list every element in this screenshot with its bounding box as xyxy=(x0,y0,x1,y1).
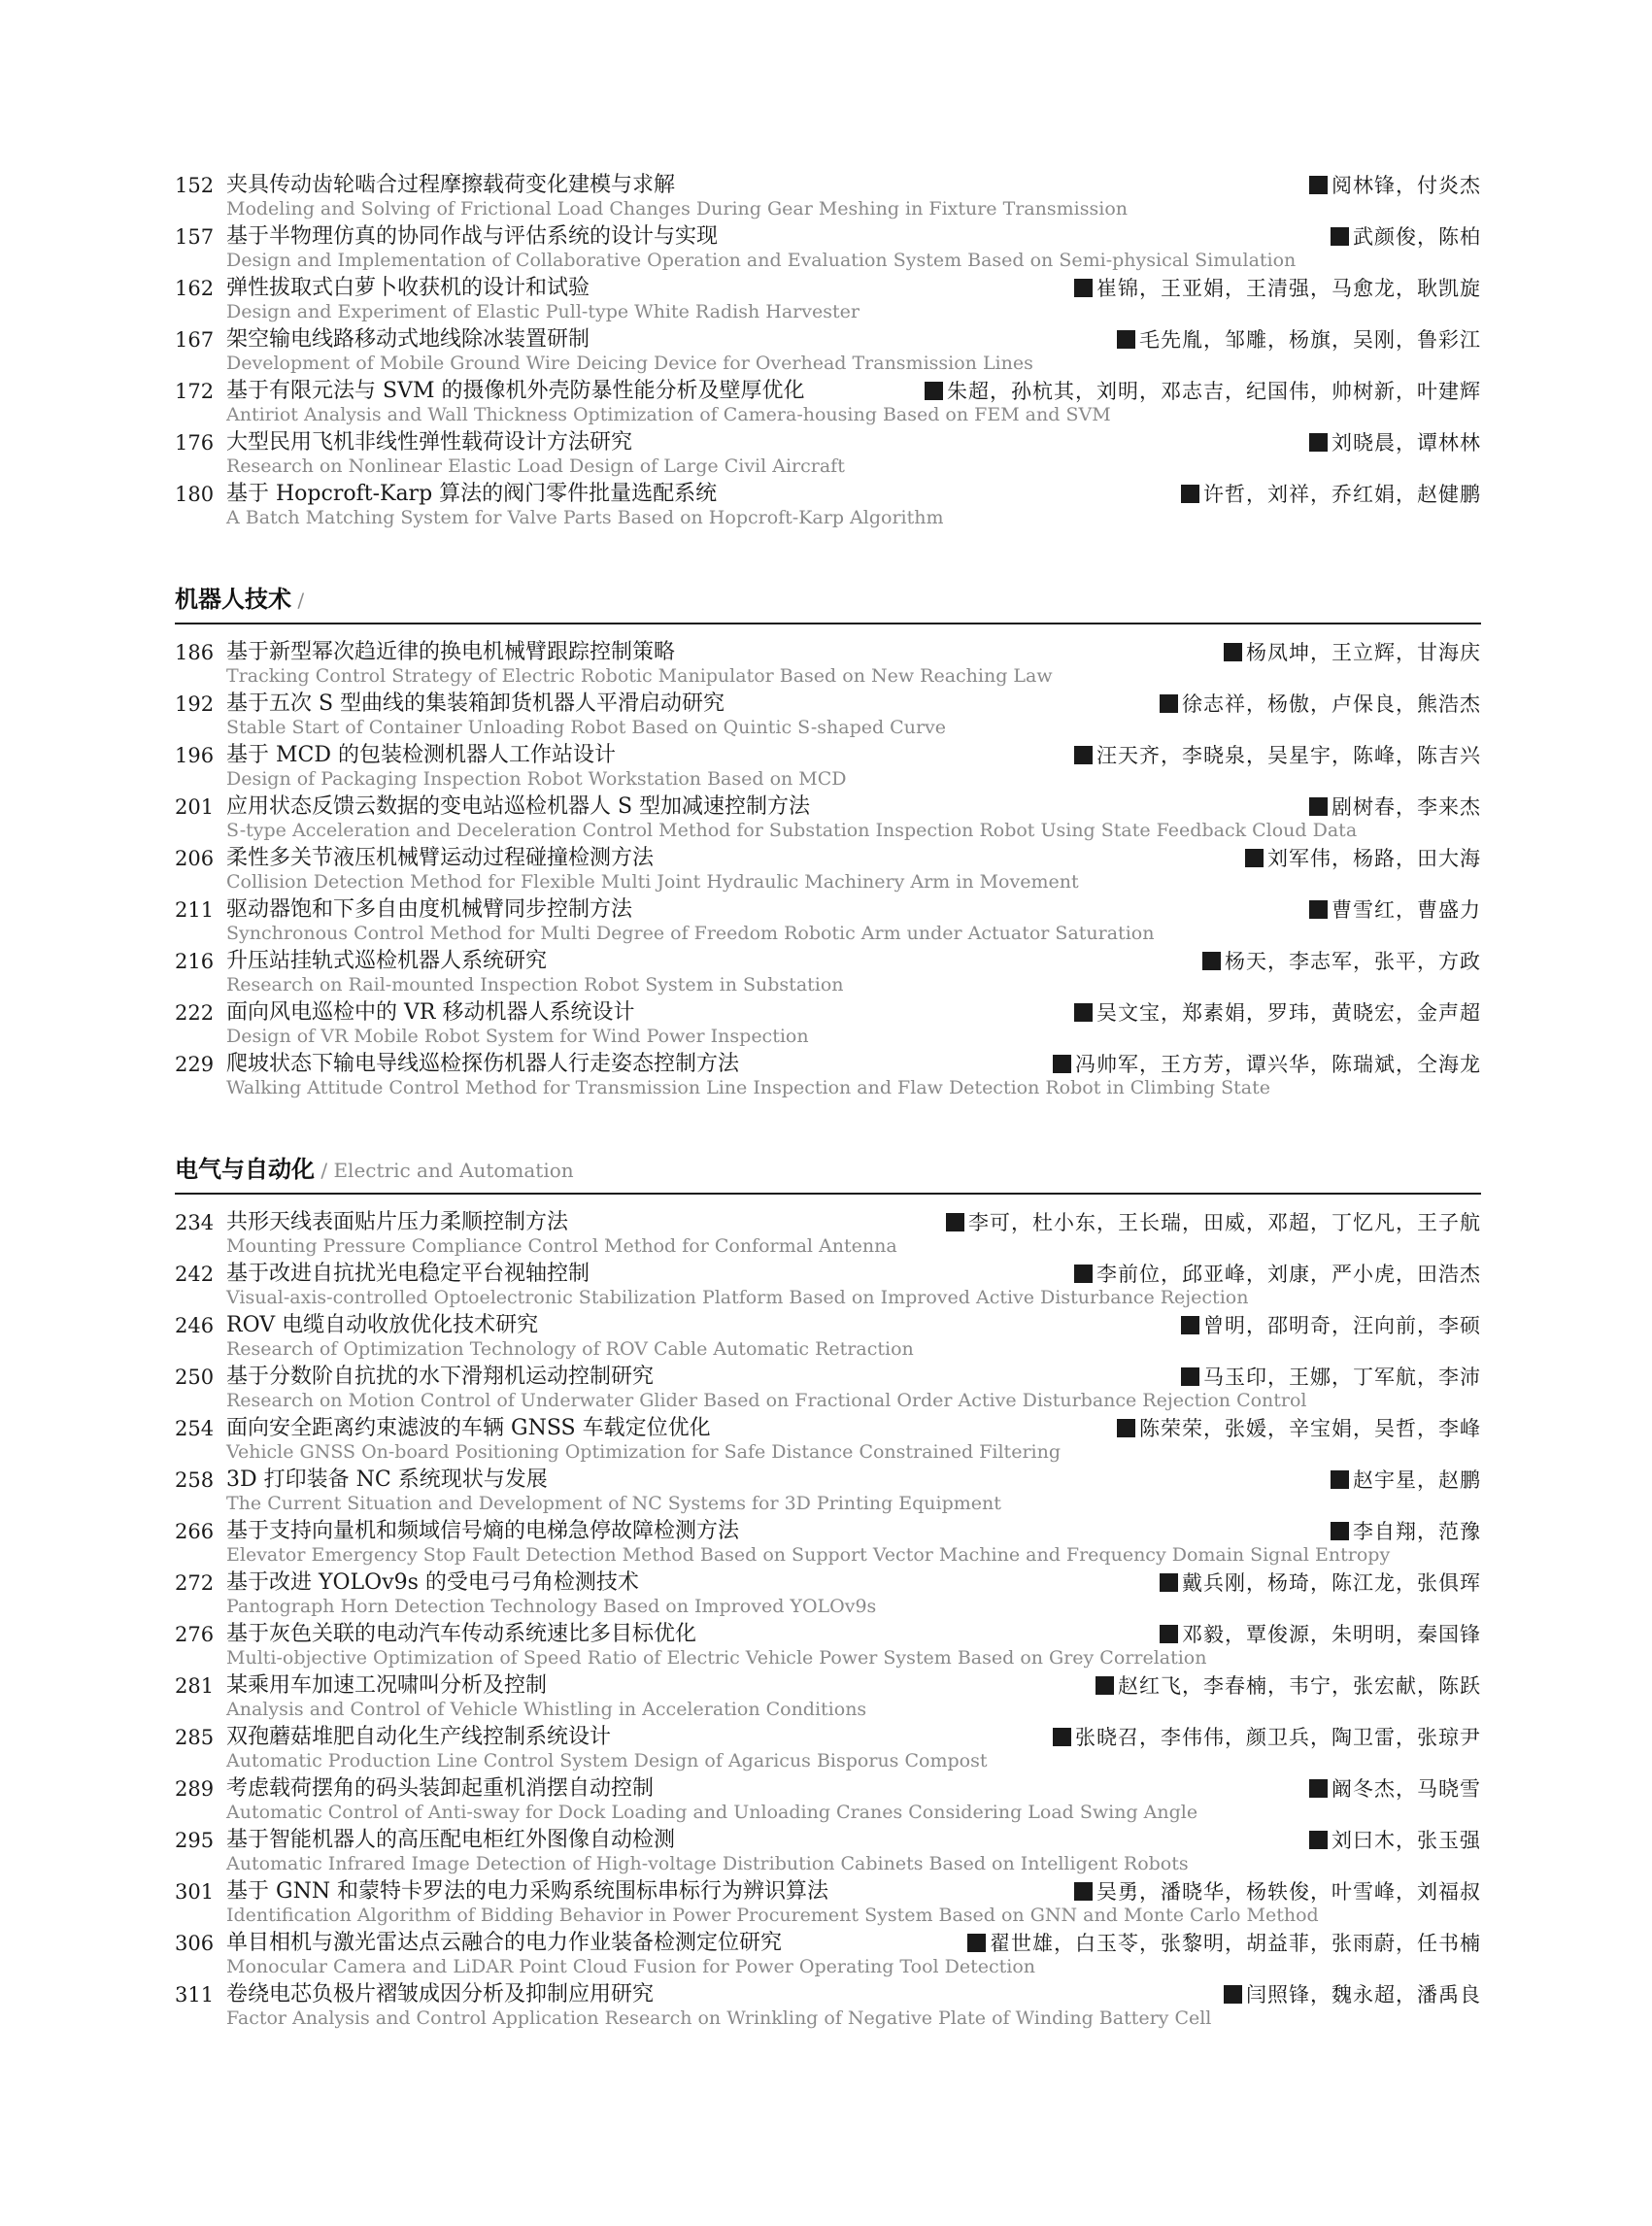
square-bullet-icon xyxy=(1074,746,1093,764)
square-bullet-icon xyxy=(1224,643,1242,661)
square-bullet-icon xyxy=(1309,900,1328,919)
toc-entry[interactable] xyxy=(175,1668,1481,1719)
author-names: 戴兵刚，杨琦，陈江龙，张俱珲 xyxy=(1182,1571,1481,1595)
square-bullet-icon xyxy=(1309,797,1328,816)
page-number: 167 xyxy=(175,328,215,352)
square-bullet-icon xyxy=(1160,694,1178,713)
page-number: 234 xyxy=(175,1211,215,1234)
toc-entry[interactable] xyxy=(175,943,1481,995)
article-authors xyxy=(1074,1879,1481,1905)
article-authors xyxy=(1074,1262,1481,1287)
article-title-cn[interactable]: 爬坡状态下输电导线巡检探伤机器人行走姿态控制方法 xyxy=(226,1052,740,1076)
square-bullet-icon xyxy=(1053,1055,1071,1073)
author-names: 闫照锋，魏永超，潘禹良 xyxy=(1246,1983,1481,2007)
article-title-cn[interactable]: 面向安全距离约束滤波的车辆 GNSS 车载定位优化 xyxy=(226,1416,711,1440)
author-names: 李可，杜小东，王长瑞，田威，邓超，丁忆凡，王子航 xyxy=(968,1211,1481,1234)
toc-entry[interactable] xyxy=(175,995,1481,1046)
article-title-cn[interactable]: 基于新型幂次趋近律的换电机械臂跟踪控制策略 xyxy=(226,640,676,664)
article-authors xyxy=(1202,949,1481,974)
article-title-cn[interactable]: 共形天线表面贴片压力柔顺控制方法 xyxy=(226,1210,569,1234)
square-bullet-icon xyxy=(1224,1985,1242,2004)
article-authors xyxy=(1053,1052,1481,1077)
author-names: 武颜俊，陈柏 xyxy=(1353,225,1481,249)
article-title-en[interactable]: Design and Experiment of Elastic Pull-type White Radish Harvester xyxy=(226,301,860,322)
article-title-en[interactable]: Visual-axis-controlled Optoelectronic Stabilization Platform Based on Improved Active Disturbance Rejection xyxy=(226,1287,1249,1308)
article-title-en[interactable]: The Current Situation and Development of NC Systems for 3D Printing Equipment xyxy=(226,1493,1001,1514)
author-names: 许哲，刘祥，乔红娟，赵健鹏 xyxy=(1203,483,1481,506)
article-title-en[interactable]: Design of Packaging Inspection Robot Workstation Based on MCD xyxy=(226,768,847,790)
article-authors xyxy=(1181,482,1481,507)
page-number: 289 xyxy=(175,1777,215,1801)
article-title-cn[interactable]: 驱动器饱和下多自由度机械臂同步控制方法 xyxy=(226,897,633,922)
toc-section xyxy=(175,584,1481,1097)
page-number: 157 xyxy=(175,225,215,249)
toc-entry[interactable] xyxy=(175,321,1481,373)
article-title-en[interactable]: Identification Algorithm of Bidding Behavior in Power Procurement System Based on GNN and Monte Carlo Method xyxy=(226,1905,1319,1926)
author-names: 赵宇星，赵鹏 xyxy=(1353,1468,1481,1492)
square-bullet-icon xyxy=(1181,485,1199,503)
author-names: 马玉印，王娜，丁军航，李沛 xyxy=(1203,1366,1481,1389)
article-title-cn[interactable]: 升压站挂轨式巡检机器人系统研究 xyxy=(226,949,548,973)
article-authors xyxy=(1181,1365,1481,1390)
page-number: 216 xyxy=(175,950,215,973)
toc-entry[interactable] xyxy=(175,424,1481,476)
article-title-en[interactable]: Factor Analysis and Control Application Research on Wrinkling of Negative Plate of Winding Battery Cell xyxy=(226,2007,1212,2029)
article-title-cn[interactable]: 双孢蘑菇堆肥自动化生产线控制系统设计 xyxy=(226,1725,612,1749)
page-number: 306 xyxy=(175,1932,215,1955)
page-number: 258 xyxy=(175,1468,215,1492)
author-names: 吴文宝，郑素娟，罗玮，黄晓宏，金声超 xyxy=(1096,1001,1481,1025)
square-bullet-icon xyxy=(1245,849,1264,867)
article-title-cn[interactable]: 基于半物理仿真的协同作战与评估系统的设计与实现 xyxy=(226,224,719,249)
article-authors xyxy=(1160,1570,1481,1596)
author-names: 邓毅，覃俊源，朱明明，秦国锋 xyxy=(1182,1623,1481,1646)
article-title-cn[interactable]: 面向风电巡检中的 VR 移动机器人系统设计 xyxy=(226,1000,635,1025)
square-bullet-icon xyxy=(1331,227,1349,246)
toc-entry[interactable] xyxy=(175,1046,1481,1097)
square-bullet-icon xyxy=(946,1213,964,1231)
page-number: 250 xyxy=(175,1366,215,1389)
toc-entry[interactable] xyxy=(175,1719,1481,1771)
author-names: 吴勇，潘晓华，杨轶俊，叶雪峰，刘福叔 xyxy=(1096,1880,1481,1904)
toc-entry[interactable] xyxy=(175,373,1481,424)
article-authors xyxy=(1160,1622,1481,1647)
page-number: 201 xyxy=(175,795,215,819)
square-bullet-icon xyxy=(1181,1367,1199,1386)
author-names: 冯帅军，王方芳，谭兴华，陈瑞斌，仝海龙 xyxy=(1075,1053,1481,1076)
page-number: 211 xyxy=(175,898,215,922)
square-bullet-icon xyxy=(1117,1419,1135,1437)
article-authors xyxy=(1309,173,1481,198)
square-bullet-icon xyxy=(1096,1676,1114,1695)
author-names: 毛先胤，邹雕，杨旗，吴刚，鲁彩江 xyxy=(1139,328,1481,352)
article-authors xyxy=(1096,1673,1481,1699)
page-number: 206 xyxy=(175,847,215,870)
section-title: 机器人技术 xyxy=(175,586,291,613)
page-number: 152 xyxy=(175,174,215,197)
square-bullet-icon xyxy=(1117,330,1135,349)
article-authors xyxy=(1224,1982,1481,2007)
toc-section xyxy=(175,1154,1481,2028)
article-authors xyxy=(1309,430,1481,455)
page-number: 254 xyxy=(175,1417,215,1440)
article-title-cn[interactable]: 架空输电线路移动式地线除冰装置研制 xyxy=(226,327,590,352)
article-title-cn[interactable]: 夹具传动齿轮啮合过程摩擦载荷变化建模与求解 xyxy=(226,173,676,197)
article-title-cn[interactable]: 基于智能机器人的高压配电柜红外图像自动检测 xyxy=(226,1828,676,1852)
page-number: 180 xyxy=(175,483,215,506)
author-names: 朱超，孙杭其，刘明，邓志吉，纪国伟，帅树新，叶建辉 xyxy=(947,380,1481,403)
toc-entry[interactable] xyxy=(175,634,1481,686)
article-authors xyxy=(1117,1416,1481,1441)
article-title-en[interactable]: Mounting Pressure Compliance Control Method for Conformal Antenna xyxy=(226,1235,897,1257)
toc-entry[interactable] xyxy=(175,270,1481,321)
author-names: 崔锦，王亚娟，王清强，马愈龙，耿凯旋 xyxy=(1096,277,1481,300)
article-title-en[interactable]: Automatic Production Line Control System Design of Agaricus Bisporus Compost xyxy=(226,1750,988,1771)
toc-entry[interactable] xyxy=(175,686,1481,737)
article-authors xyxy=(1331,1519,1481,1544)
article-authors xyxy=(1245,846,1481,871)
page-number: 276 xyxy=(175,1623,215,1646)
article-title-cn[interactable]: 基于 MCD 的包装检测机器人工作站设计 xyxy=(226,743,616,767)
article-title-en[interactable]: Automatic Infrared Image Detection of High-voltage Distribution Cabinets Based on Intelligent Robots xyxy=(226,1853,1189,1874)
page-number: 246 xyxy=(175,1314,215,1337)
section-title: 电气与自动化 xyxy=(175,1156,315,1183)
section-header xyxy=(175,1154,1481,1195)
toc-entry[interactable] xyxy=(175,1410,1481,1462)
page-number: 176 xyxy=(175,431,215,455)
page-number: 172 xyxy=(175,380,215,403)
toc-entry[interactable] xyxy=(175,1822,1481,1873)
toc-entry[interactable] xyxy=(175,840,1481,892)
article-title-cn[interactable]: 基于灰色关联的电动汽车传动系统速比多目标优化 xyxy=(226,1622,697,1646)
author-names: 张晓召，李伟伟，颜卫兵，陶卫雷，张琼尹 xyxy=(1075,1726,1481,1749)
article-title-cn[interactable]: 卷绕电芯负极片褶皱成因分析及抑制应用研究 xyxy=(226,1982,655,2007)
author-names: 阅林锋，付炎杰 xyxy=(1332,174,1481,197)
page-number: 266 xyxy=(175,1520,215,1543)
article-title-cn[interactable]: 3D 打印装备 NC 系统现状与发展 xyxy=(226,1467,548,1492)
page-number: 192 xyxy=(175,692,215,716)
toc-entry[interactable] xyxy=(175,737,1481,789)
article-authors xyxy=(1074,276,1481,301)
article-authors xyxy=(946,1210,1481,1235)
article-authors xyxy=(1309,897,1481,923)
article-title-cn[interactable]: 基于 GNN 和蒙特卡罗法的电力采购系统围标串标行为辨识算法 xyxy=(226,1879,829,1904)
article-title-cn[interactable]: 基于 Hopcroft-Karp 算法的阀门零件批量选配系统 xyxy=(226,482,718,506)
page-number: 295 xyxy=(175,1829,215,1852)
square-bullet-icon xyxy=(1331,1470,1349,1489)
page-number: 281 xyxy=(175,1674,215,1698)
article-title-en[interactable]: Multi-objective Optimization of Speed Ratio of Electric Vehicle Power System Based on Grey Correlation xyxy=(226,1647,1207,1669)
author-names: 汪天齐，李晓泉，吴星宇，陈峰，陈吉兴 xyxy=(1096,744,1481,767)
article-title-en[interactable]: Research on Motion Control of Underwater Glider Based on Fractional Order Active Disturbance Rejection Control xyxy=(226,1390,1307,1411)
toc-entry[interactable] xyxy=(175,1873,1481,1925)
square-bullet-icon xyxy=(1074,1882,1093,1901)
page-number: 242 xyxy=(175,1263,215,1286)
article-authors xyxy=(1331,224,1481,250)
toc-entry[interactable] xyxy=(175,892,1481,943)
article-title-en[interactable]: S-type Acceleration and Deceleration Control Method for Substation Inspection Robot Using State Feedback Cloud Data xyxy=(226,820,1358,841)
article-title-cn[interactable]: 应用状态反馈云数据的变电站巡检机器人 S 型加减速控制方法 xyxy=(226,794,811,819)
square-bullet-icon xyxy=(1160,1573,1178,1592)
author-names: 刘曰木，张玉强 xyxy=(1332,1829,1481,1852)
article-title-cn[interactable]: 柔性多关节液压机械臂运动过程碰撞检测方法 xyxy=(226,846,655,870)
article-title-en[interactable]: Research of Optimization Technology of ROV Cable Automatic Retraction xyxy=(226,1338,914,1360)
article-authors xyxy=(1074,743,1481,768)
toc-entry[interactable] xyxy=(175,1462,1481,1513)
article-title-en[interactable]: Tracking Control Strategy of Electric Robotic Manipulator Based on New Reaching Law xyxy=(226,665,1053,687)
article-authors xyxy=(1331,1467,1481,1493)
author-names: 杨天，李志军，张平，方政 xyxy=(1225,950,1481,973)
square-bullet-icon xyxy=(1309,1831,1328,1849)
page-number: 162 xyxy=(175,277,215,300)
article-authors xyxy=(1160,691,1481,717)
article-title-cn[interactable]: 基于五次 S 型曲线的集装箱卸货机器人平滑启动研究 xyxy=(226,691,725,716)
article-title-cn[interactable]: 基于有限元法与 SVM 的摄像机外壳防暴性能分析及壁厚优化 xyxy=(226,379,805,403)
article-title-en[interactable]: Research on Nonlinear Elastic Load Design of Large Civil Aircraft xyxy=(226,455,845,477)
page-number: 272 xyxy=(175,1571,215,1595)
article-title-cn[interactable]: 弹性拔取式白萝卜收获机的设计和试验 xyxy=(226,276,590,300)
page-number: 285 xyxy=(175,1726,215,1749)
square-bullet-icon xyxy=(1309,176,1328,194)
article-title-en[interactable]: Analysis and Control of Vehicle Whistling in Acceleration Conditions xyxy=(226,1699,867,1720)
toc-entry[interactable] xyxy=(175,1616,1481,1668)
author-names: 曹雪红，曹盛力 xyxy=(1332,898,1481,922)
author-names: 李前位，邱亚峰，刘康，严小虎，田浩杰 xyxy=(1096,1263,1481,1286)
table-of-contents xyxy=(175,167,1481,2028)
square-bullet-icon xyxy=(925,382,943,400)
toc-entry[interactable] xyxy=(175,1771,1481,1822)
article-authors xyxy=(1181,1313,1481,1338)
article-title-cn[interactable]: ROV 电缆自动收放优化技术研究 xyxy=(226,1313,539,1337)
article-title-en[interactable]: Modeling and Solving of Frictional Load Changes During Gear Meshing in Fixture Transmission xyxy=(226,198,1129,219)
author-names: 陈荣荣，张媛，辛宝娟，吴哲，李峰 xyxy=(1139,1417,1481,1440)
square-bullet-icon xyxy=(967,1934,986,1952)
author-names: 赵红飞，李春楠，韦宁，张宏献，陈跃 xyxy=(1118,1674,1481,1698)
article-title-en[interactable]: Vehicle GNSS On-board Positioning Optimization for Safe Distance Constrained Filtering xyxy=(226,1441,1061,1463)
toc-entry[interactable] xyxy=(175,1204,1481,1256)
article-title-en[interactable]: Stable Start of Container Unloading Robot Based on Quintic S-shaped Curve xyxy=(226,717,947,738)
article-authors xyxy=(925,379,1481,404)
article-authors xyxy=(1053,1725,1481,1750)
section-header xyxy=(175,584,1481,624)
author-names: 杨凤坤，王立辉，甘海庆 xyxy=(1246,641,1481,664)
article-authors xyxy=(1309,1776,1481,1802)
author-names: 刘军伟，杨路，田大海 xyxy=(1267,847,1481,870)
toc-entry[interactable] xyxy=(175,1513,1481,1565)
page-number: 186 xyxy=(175,641,215,664)
article-title-en[interactable]: Research on Rail-mounted Inspection Robot System in Substation xyxy=(226,974,844,995)
article-title-cn[interactable]: 基于分数阶自抗扰的水下滑翔机运动控制研究 xyxy=(226,1365,655,1389)
author-names: 翟世雄，白玉苓，张黎明，胡益菲，张雨蔚，任书楠 xyxy=(990,1932,1481,1955)
article-authors xyxy=(1309,1828,1481,1853)
article-title-en[interactable]: Pantograph Horn Detection Technology Based on Improved YOLOv9s xyxy=(226,1596,877,1617)
toc-entry[interactable] xyxy=(175,1307,1481,1359)
article-title-en[interactable]: Design and Implementation of Collaborative Operation and Evaluation System Based on Semi-physical Simulation xyxy=(226,250,1297,271)
article-title-en[interactable]: Development of Mobile Ground Wire Deicing Device for Overhead Transmission Lines xyxy=(226,353,1033,374)
toc-entry[interactable] xyxy=(175,167,1481,219)
article-title-en[interactable]: Elevator Emergency Stop Fault Detection Method Based on Support Vector Machine and Frequency Domain Signal Entropy xyxy=(226,1544,1391,1566)
square-bullet-icon xyxy=(1160,1625,1178,1643)
toc-entry[interactable] xyxy=(175,219,1481,270)
square-bullet-icon xyxy=(1309,1779,1328,1798)
article-authors xyxy=(1074,1000,1481,1026)
article-title-cn[interactable]: 基于改进自抗扰光电稳定平台视轴控制 xyxy=(226,1262,590,1286)
article-title-cn[interactable]: 某乘用车加速工况啸叫分析及控制 xyxy=(226,1673,548,1698)
toc-entry[interactable] xyxy=(175,789,1481,840)
square-bullet-icon xyxy=(1053,1728,1071,1746)
article-title-cn[interactable]: 单目相机与激光雷达点云融合的电力作业装备检测定位研究 xyxy=(226,1931,783,1955)
square-bullet-icon xyxy=(1202,952,1221,970)
article-authors xyxy=(1224,640,1481,665)
author-names: 剧树春，李来杰 xyxy=(1332,795,1481,819)
square-bullet-icon xyxy=(1074,1265,1093,1283)
author-names: 徐志祥，杨傲，卢保良，熊浩杰 xyxy=(1182,692,1481,716)
page-number: 301 xyxy=(175,1880,215,1904)
article-authors xyxy=(1117,327,1481,353)
article-title-en[interactable]: Design of VR Mobile Robot System for Wind Power Inspection xyxy=(226,1026,809,1047)
page-number: 196 xyxy=(175,744,215,767)
toc-entry[interactable] xyxy=(175,1359,1481,1410)
article-title-en[interactable]: Collision Detection Method for Flexible Multi Joint Hydraulic Machinery Arm in Movement xyxy=(226,871,1079,893)
page-number: 222 xyxy=(175,1001,215,1025)
article-authors xyxy=(967,1931,1481,1956)
article-title-cn[interactable]: 基于支持向量机和频域信号熵的电梯急停故障检测方法 xyxy=(226,1519,740,1543)
article-title-en[interactable]: Monocular Camera and LiDAR Point Cloud Fusion for Power Operating Tool Detection xyxy=(226,1956,1036,1977)
page-number: 229 xyxy=(175,1053,215,1076)
article-title-cn[interactable]: 大型民用飞机非线性弹性载荷设计方法研究 xyxy=(226,430,633,455)
article-title-en[interactable]: Synchronous Control Method for Multi Degree of Freedom Robotic Arm under Actuator Saturation xyxy=(226,923,1155,944)
author-names: 刘晓晨，谭林林 xyxy=(1332,431,1481,455)
article-title-en[interactable]: Automatic Control of Anti-sway for Dock Loading and Unloading Cranes Considering Load Swing Angle xyxy=(226,1802,1198,1823)
toc-entry[interactable] xyxy=(175,1565,1481,1616)
toc-entry[interactable] xyxy=(175,1256,1481,1307)
square-bullet-icon xyxy=(1074,279,1093,297)
author-names: 阚冬杰，马晓雪 xyxy=(1332,1777,1481,1801)
section-subtitle: / Electric and Automation xyxy=(315,1159,574,1182)
toc-entry[interactable] xyxy=(175,476,1481,527)
section-subtitle: / xyxy=(291,589,305,612)
square-bullet-icon xyxy=(1181,1316,1199,1334)
page-number: 311 xyxy=(175,1983,215,2007)
square-bullet-icon xyxy=(1331,1522,1349,1540)
square-bullet-icon xyxy=(1309,433,1328,452)
author-names: 李自翔，范豫 xyxy=(1353,1520,1481,1543)
article-title-cn[interactable]: 考虑载荷摆角的码头装卸起重机消摆自动控制 xyxy=(226,1776,655,1801)
article-title-en[interactable]: Walking Attitude Control Method for Transmission Line Inspection and Flaw Detection Robot in Climbing State xyxy=(226,1077,1270,1098)
toc-section xyxy=(175,167,1481,527)
article-title-en[interactable]: Antiriot Analysis and Wall Thickness Optimization of Camera-housing Based on FEM and SVM xyxy=(226,404,1111,425)
toc-entry[interactable] xyxy=(175,1925,1481,1976)
article-title-cn[interactable]: 基于改进 YOLOv9s 的受电弓弓角检测技术 xyxy=(226,1570,639,1595)
toc-entry[interactable] xyxy=(175,1976,1481,2028)
article-title-en[interactable]: A Batch Matching System for Valve Parts Based on Hopcroft-Karp Algorithm xyxy=(226,507,944,528)
article-authors xyxy=(1309,794,1481,820)
author-names: 曾明，邵明奇，汪向前，李硕 xyxy=(1203,1314,1481,1337)
square-bullet-icon xyxy=(1074,1003,1093,1022)
